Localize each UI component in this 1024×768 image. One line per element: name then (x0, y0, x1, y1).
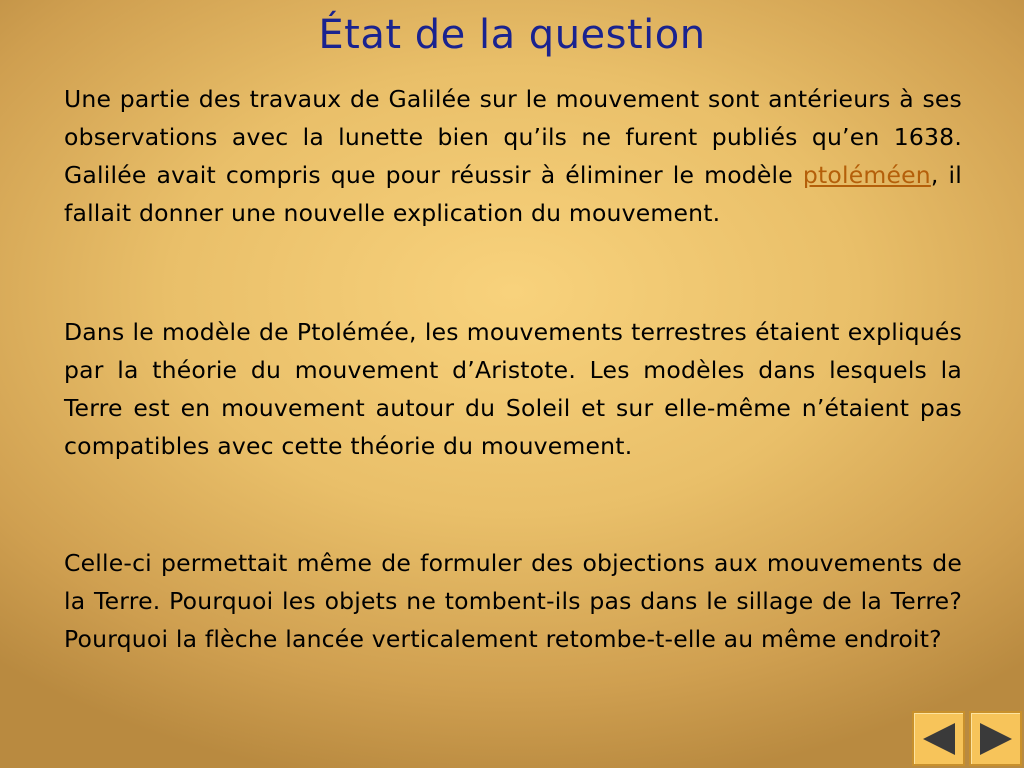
paragraph-1-text-start: Une partie des travaux de Galilée sur le mouvement sont antérieurs à ses observations avec la lunette bien qu’ils ne furent publiés qu’en 1638. Galilée avait compris que pour réussir à éliminer le modèle (64, 85, 962, 189)
paragraph-3: Celle-ci permettait même de formuler des objections aux mouvements de la Terre. Pourquoi les objets ne tombent-ils pas dans le sillage de la Terre? Pourquoi la flèche lancée verticalement retombe-t-elle au même endroit? (64, 549, 962, 653)
paragraph-1 (64, 80, 962, 232)
slide-title: État de la question (318, 12, 706, 58)
previous-slide-button[interactable] (912, 711, 965, 766)
slide-navigation (912, 711, 1022, 766)
paragraph-2: Dans le modèle de Ptolémée, les mouvements terrestres étaient expliqués par la théorie du mouvement d’Aristote. Les modèles dans lesquels la Terre est en mouvement autour du Soleil et sur elle-même n’étaient pas compatibles avec cette théorie du mouvement. (64, 318, 962, 460)
triangle-left-icon (919, 719, 959, 759)
triangle-right-icon (976, 719, 1016, 759)
paragraph-1-text-end: , il fallait donner une nouvelle explication du mouvement. (64, 161, 962, 227)
next-slide-button[interactable] (969, 711, 1022, 766)
ptolemeen-link[interactable]: ptoléméen (802, 161, 931, 189)
